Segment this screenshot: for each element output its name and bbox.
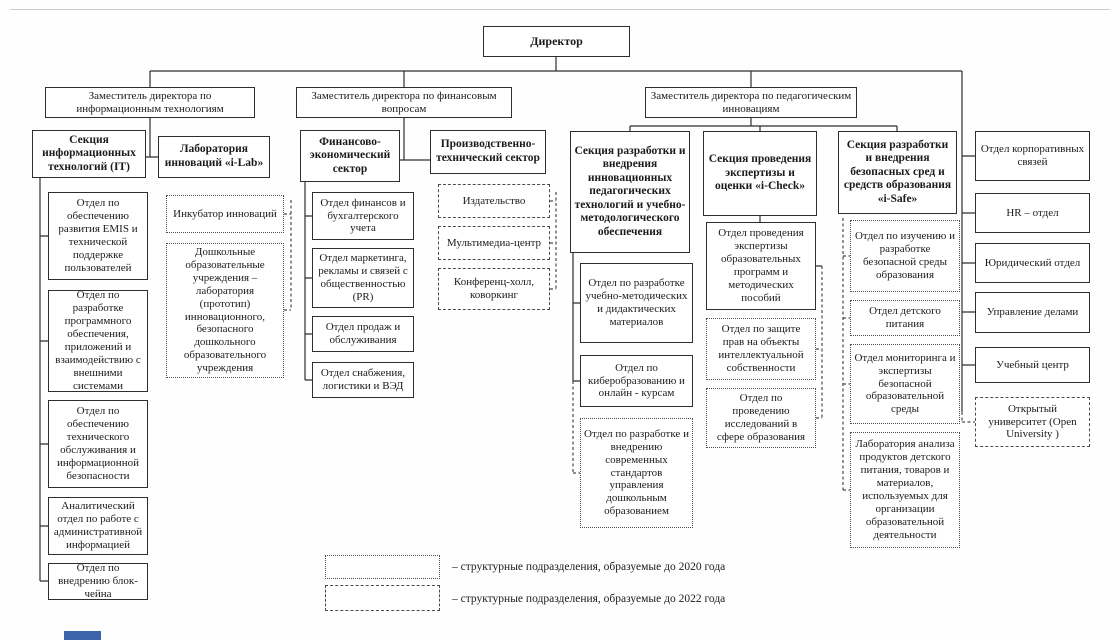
deputy-it-box: Заместитель директора по информационным технологиям — [45, 87, 255, 118]
dept-box: Отдел по проведению исследований в сфере образования — [706, 388, 816, 448]
section-finance-header: Финансово-экономический сектор — [300, 130, 400, 182]
dept-box: Отдел по защите прав на объекты интеллектуальной собственности — [706, 318, 816, 380]
unit-corporate-relations: Отдел корпоративных связей — [975, 131, 1090, 181]
dept-box: Отдел продаж и обслуживания — [312, 316, 414, 352]
section-isafe-header: Секция разработки и внедрения безопасных сред и средств образования «i-Safe» — [838, 131, 957, 214]
dept-box: Аналитический отдел по работе с административной информацией — [48, 497, 148, 555]
dept-box: Отдел мониторинга и экспертизы безопасной образовательной среды — [850, 344, 960, 424]
deputy-finance-box: Заместитель директора по финансовым вопросам — [296, 87, 512, 118]
dept-box: Отдел по киберобразованию и онлайн - курсам — [580, 355, 693, 407]
dept-box: Издательство — [438, 184, 550, 218]
dept-box: Отдел по изучению и разработке безопасной среды образования — [850, 220, 960, 292]
dept-box: Отдел маркетинга, рекламы и связей с общественностью (PR) — [312, 248, 414, 308]
dept-box: Отдел по обеспечению технического обслуживания и информационной безопасности — [48, 400, 148, 488]
director-box: Директор — [483, 26, 630, 57]
section-production-header: Производственно-технический сектор — [430, 130, 546, 174]
dept-box: Дошкольные образовательные учреждения – лаборатория (прототип) инновационного, безопасного дошкольного образовательного учреждения — [166, 243, 284, 378]
blue-edge-artifact — [64, 631, 101, 640]
section-ilab-header: Лаборатория инноваций «i-Lab» — [158, 136, 270, 178]
section-icheck-header: Секция проведения экспертизы и оценки «i-Check» — [703, 131, 817, 216]
dept-box: Отдел финансов и бухгалтерского учета — [312, 192, 414, 240]
dept-box: Отдел снабжения, логистики и ВЭД — [312, 362, 414, 398]
unit-open-university: Открытый университет (Open University ) — [975, 397, 1090, 447]
deputy-pedagogy-box: Заместитель директора по педагогическим инновациям — [645, 87, 857, 118]
section-it-header: Секция информационных технологий (IT) — [32, 130, 146, 178]
section-pedtech-header: Секция разработки и внедрения инновационных педагогических технологий и учебно-методологического обеспечения — [570, 131, 690, 253]
unit-hr: HR – отдел — [975, 193, 1090, 233]
legend-label-2020: – структурные подразделения, образуемые до 2020 года — [452, 561, 726, 573]
dept-box: Отдел проведения экспертизы образовательных программ и методических пособий — [706, 222, 816, 310]
scan-edge-line — [10, 9, 1110, 10]
unit-administration: Управление делами — [975, 292, 1090, 333]
dept-box: Отдел детского питания — [850, 300, 960, 336]
dept-box: Отдел по разработке программного обеспечения, приложений и взаимодействию с внешними системами — [48, 290, 148, 392]
unit-legal: Юридический отдел — [975, 243, 1090, 283]
dept-box: Отдел по внедрению блок-чейна — [48, 563, 148, 600]
legend-label-2022: – структурные подразделения, образуемые до 2022 года — [452, 593, 726, 605]
legend-swatch-dashed — [325, 585, 440, 611]
dept-box: Мультимедиа-центр — [438, 226, 550, 260]
dept-box: Отдел по обеспечению развития EMIS и технической поддержке пользователей — [48, 192, 148, 280]
unit-training-center: Учебный центр — [975, 347, 1090, 383]
dept-box: Инкубатор инноваций — [166, 195, 284, 233]
dept-box: Конференц-холл, коворкинг — [438, 268, 550, 310]
dept-box: Отдел по разработке и внедрению современных стандартов управления дошкольным образованием — [580, 418, 693, 528]
dept-box: Лаборатория анализа продуктов детского питания, товаров и материалов, используемых для организации образовательной деятельности — [850, 432, 960, 548]
legend-swatch-dotted — [325, 555, 440, 579]
dept-box: Отдел по разработке учебно-методических и дидактических материалов — [580, 263, 693, 343]
